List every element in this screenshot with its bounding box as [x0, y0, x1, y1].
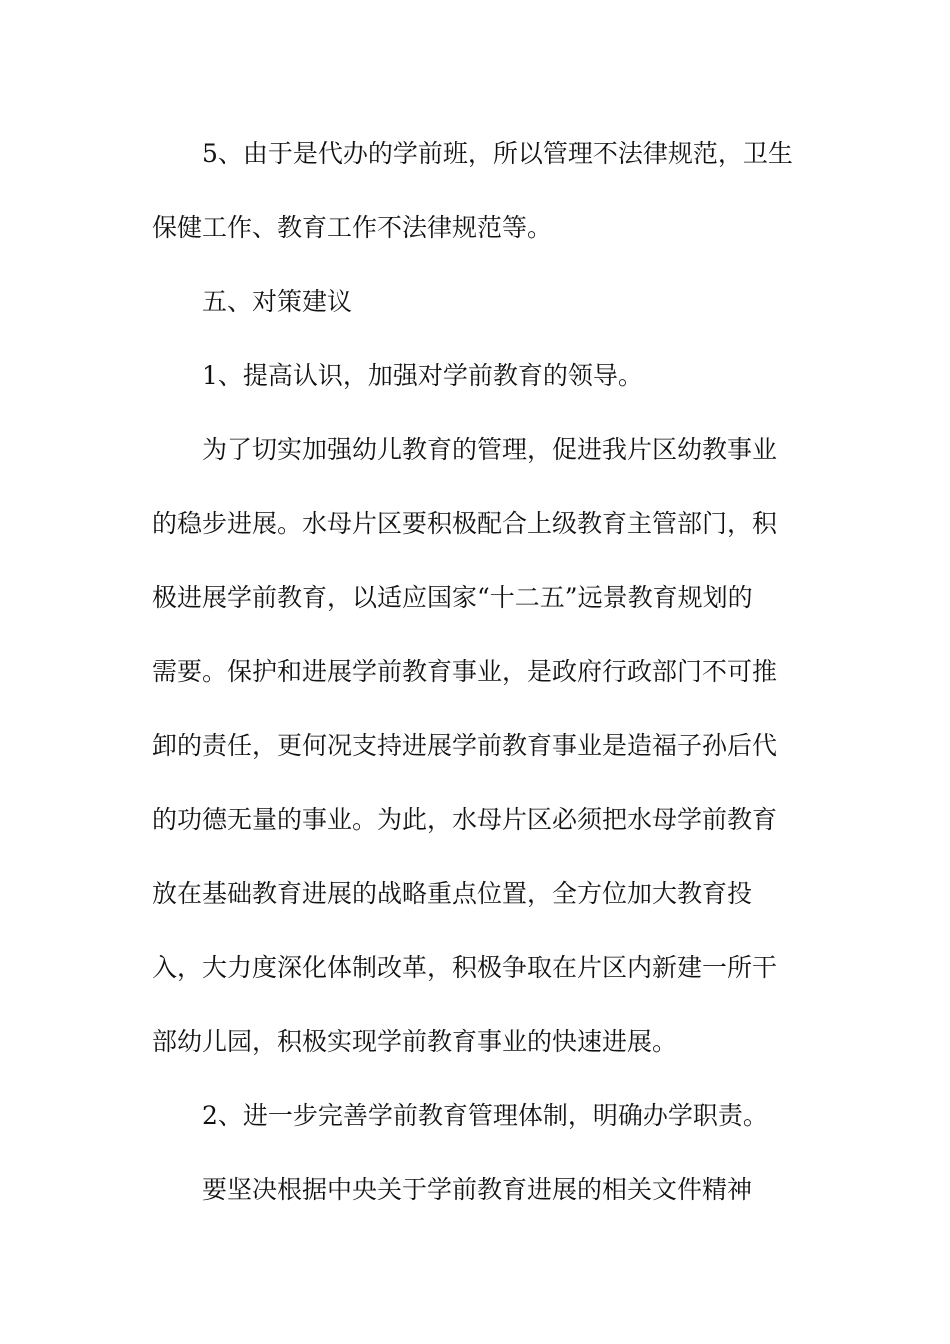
- paragraph-line: 5、由于是代办的学前班，所以管理不法律规范，卫生: [202, 139, 793, 168]
- paragraph-line: 为了切实加强幼儿教育的管理，促进我片区幼教事业: [202, 435, 778, 464]
- paragraph-line: 要坚决根据中央关于学前教育进展的相关文件精神: [202, 1175, 753, 1204]
- section-heading: 五、对策建议: [202, 287, 353, 316]
- paragraph-line: 保健工作、教育工作不法律规范等。: [152, 213, 553, 242]
- paragraph-line: 的功德无量的事业。为此，水母片区必须把水母学前教育: [152, 805, 778, 834]
- subsection-heading: 1、提高认识，加强对学前教育的领导。: [202, 361, 643, 390]
- paragraph-line: 卸的责任，更何况支持进展学前教育事业是造福子孙后代: [152, 731, 778, 760]
- paragraph-line: 极进展学前教育，以适应国家“十二五”远景教育规划的: [152, 583, 753, 612]
- paragraph-line: 需要。保护和进展学前教育事业，是政府行政部门不可推: [152, 657, 778, 686]
- subsection-heading: 2、进一步完善学前教育管理体制，明确办学职责。: [202, 1101, 768, 1130]
- paragraph-line: 部幼儿园，积极实现学前教育事业的快速进展。: [152, 1027, 678, 1056]
- paragraph-line: 的稳步进展。水母片区要积极配合上级教育主管部门，积: [152, 509, 778, 538]
- paragraph-line: 放在基础教育进展的战略重点位置，全方位加大教育投: [152, 879, 753, 908]
- paragraph-line: 入，大力度深化体制改革，积极争取在片区内新建一所干: [152, 953, 778, 982]
